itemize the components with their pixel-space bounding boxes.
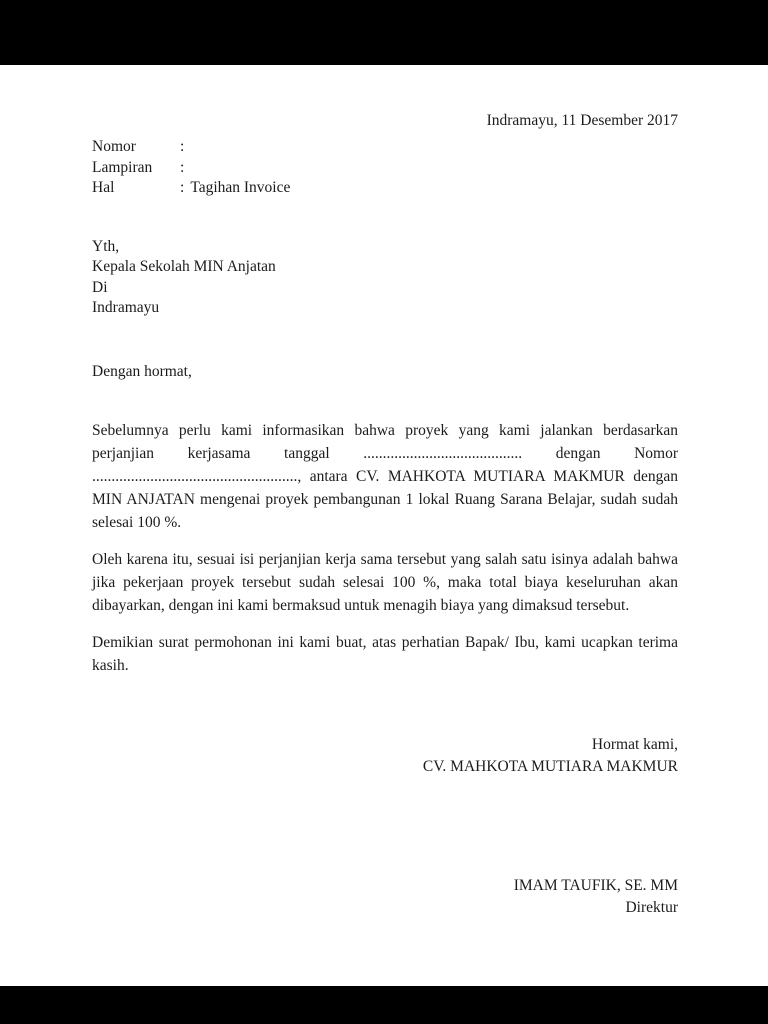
meta-value-hal: Tagihan Invoice <box>190 179 291 196</box>
signature-block <box>92 875 678 919</box>
meta-separator: : <box>180 158 185 176</box>
meta-label-nomor: Nomor <box>92 138 136 155</box>
meta-row-lampiran <box>92 158 678 179</box>
recipient-name: Kepala Sekolah MIN Anjatan <box>92 258 276 275</box>
letter-paragraph-2: Oleh karena itu, sesuai isi perjanjian kerja sama tersebut yang salah satu isinya adalah bahwa jika pekerjaan proyek tersebut sudah selesai 100 %, maka total biaya keseluruhan akan dibayarkan, dengan ini kami bermaksud untuk menagih biaya yang dimaksud tersebut. <box>92 551 678 614</box>
letter-paragraph-3: Demikian surat permohonan ini kami buat, atas perhatian Bapak/ Ibu, kami ucapkan terima kasih. <box>92 634 678 674</box>
meta-label-lampiran: Lampiran <box>92 158 153 176</box>
closing-label: Hormat kami, <box>591 736 678 753</box>
meta-separator: : <box>180 138 185 155</box>
closing-company: CV. MAHKOTA MUTIARA MAKMUR <box>422 758 678 775</box>
signatory-name: IMAM TAUFIK, SE. MM <box>513 877 678 894</box>
letter-greeting: Dengan hormat, <box>92 362 192 380</box>
meta-row-nomor <box>92 137 678 158</box>
recipient-at: Di <box>92 278 108 296</box>
meta-row-hal <box>92 178 678 199</box>
letter-meta-block <box>92 137 678 199</box>
meta-separator: : <box>180 179 185 196</box>
closing-block <box>92 734 678 778</box>
letter-paragraph-1: Sebelumnya perlu kami informasikan bahwa proyek yang kami jalankan berdasarkan perjanjian kerjasama tanggal ......................................... dengan Nomor ....................................................., antara CV. MAHKOTA MUTIARA MAKMUR dengan MIN ANJATAN mengenai proyek pembangunan 1 lokal Ruang Sarana Belajar, sudah sudah selesai 100 %. <box>92 422 678 531</box>
recipient-salutation: Yth, <box>92 237 120 255</box>
recipient-block <box>92 237 678 319</box>
letterbox-bottom <box>0 986 768 1024</box>
recipient-city: Indramayu <box>92 299 160 316</box>
meta-label-hal: Hal <box>92 179 115 196</box>
signatory-title: Direktur <box>625 899 678 916</box>
letter-date: Indramayu, 11 Desember 2017 <box>486 112 678 129</box>
letter-page <box>0 65 768 986</box>
letterbox-top <box>0 0 768 65</box>
